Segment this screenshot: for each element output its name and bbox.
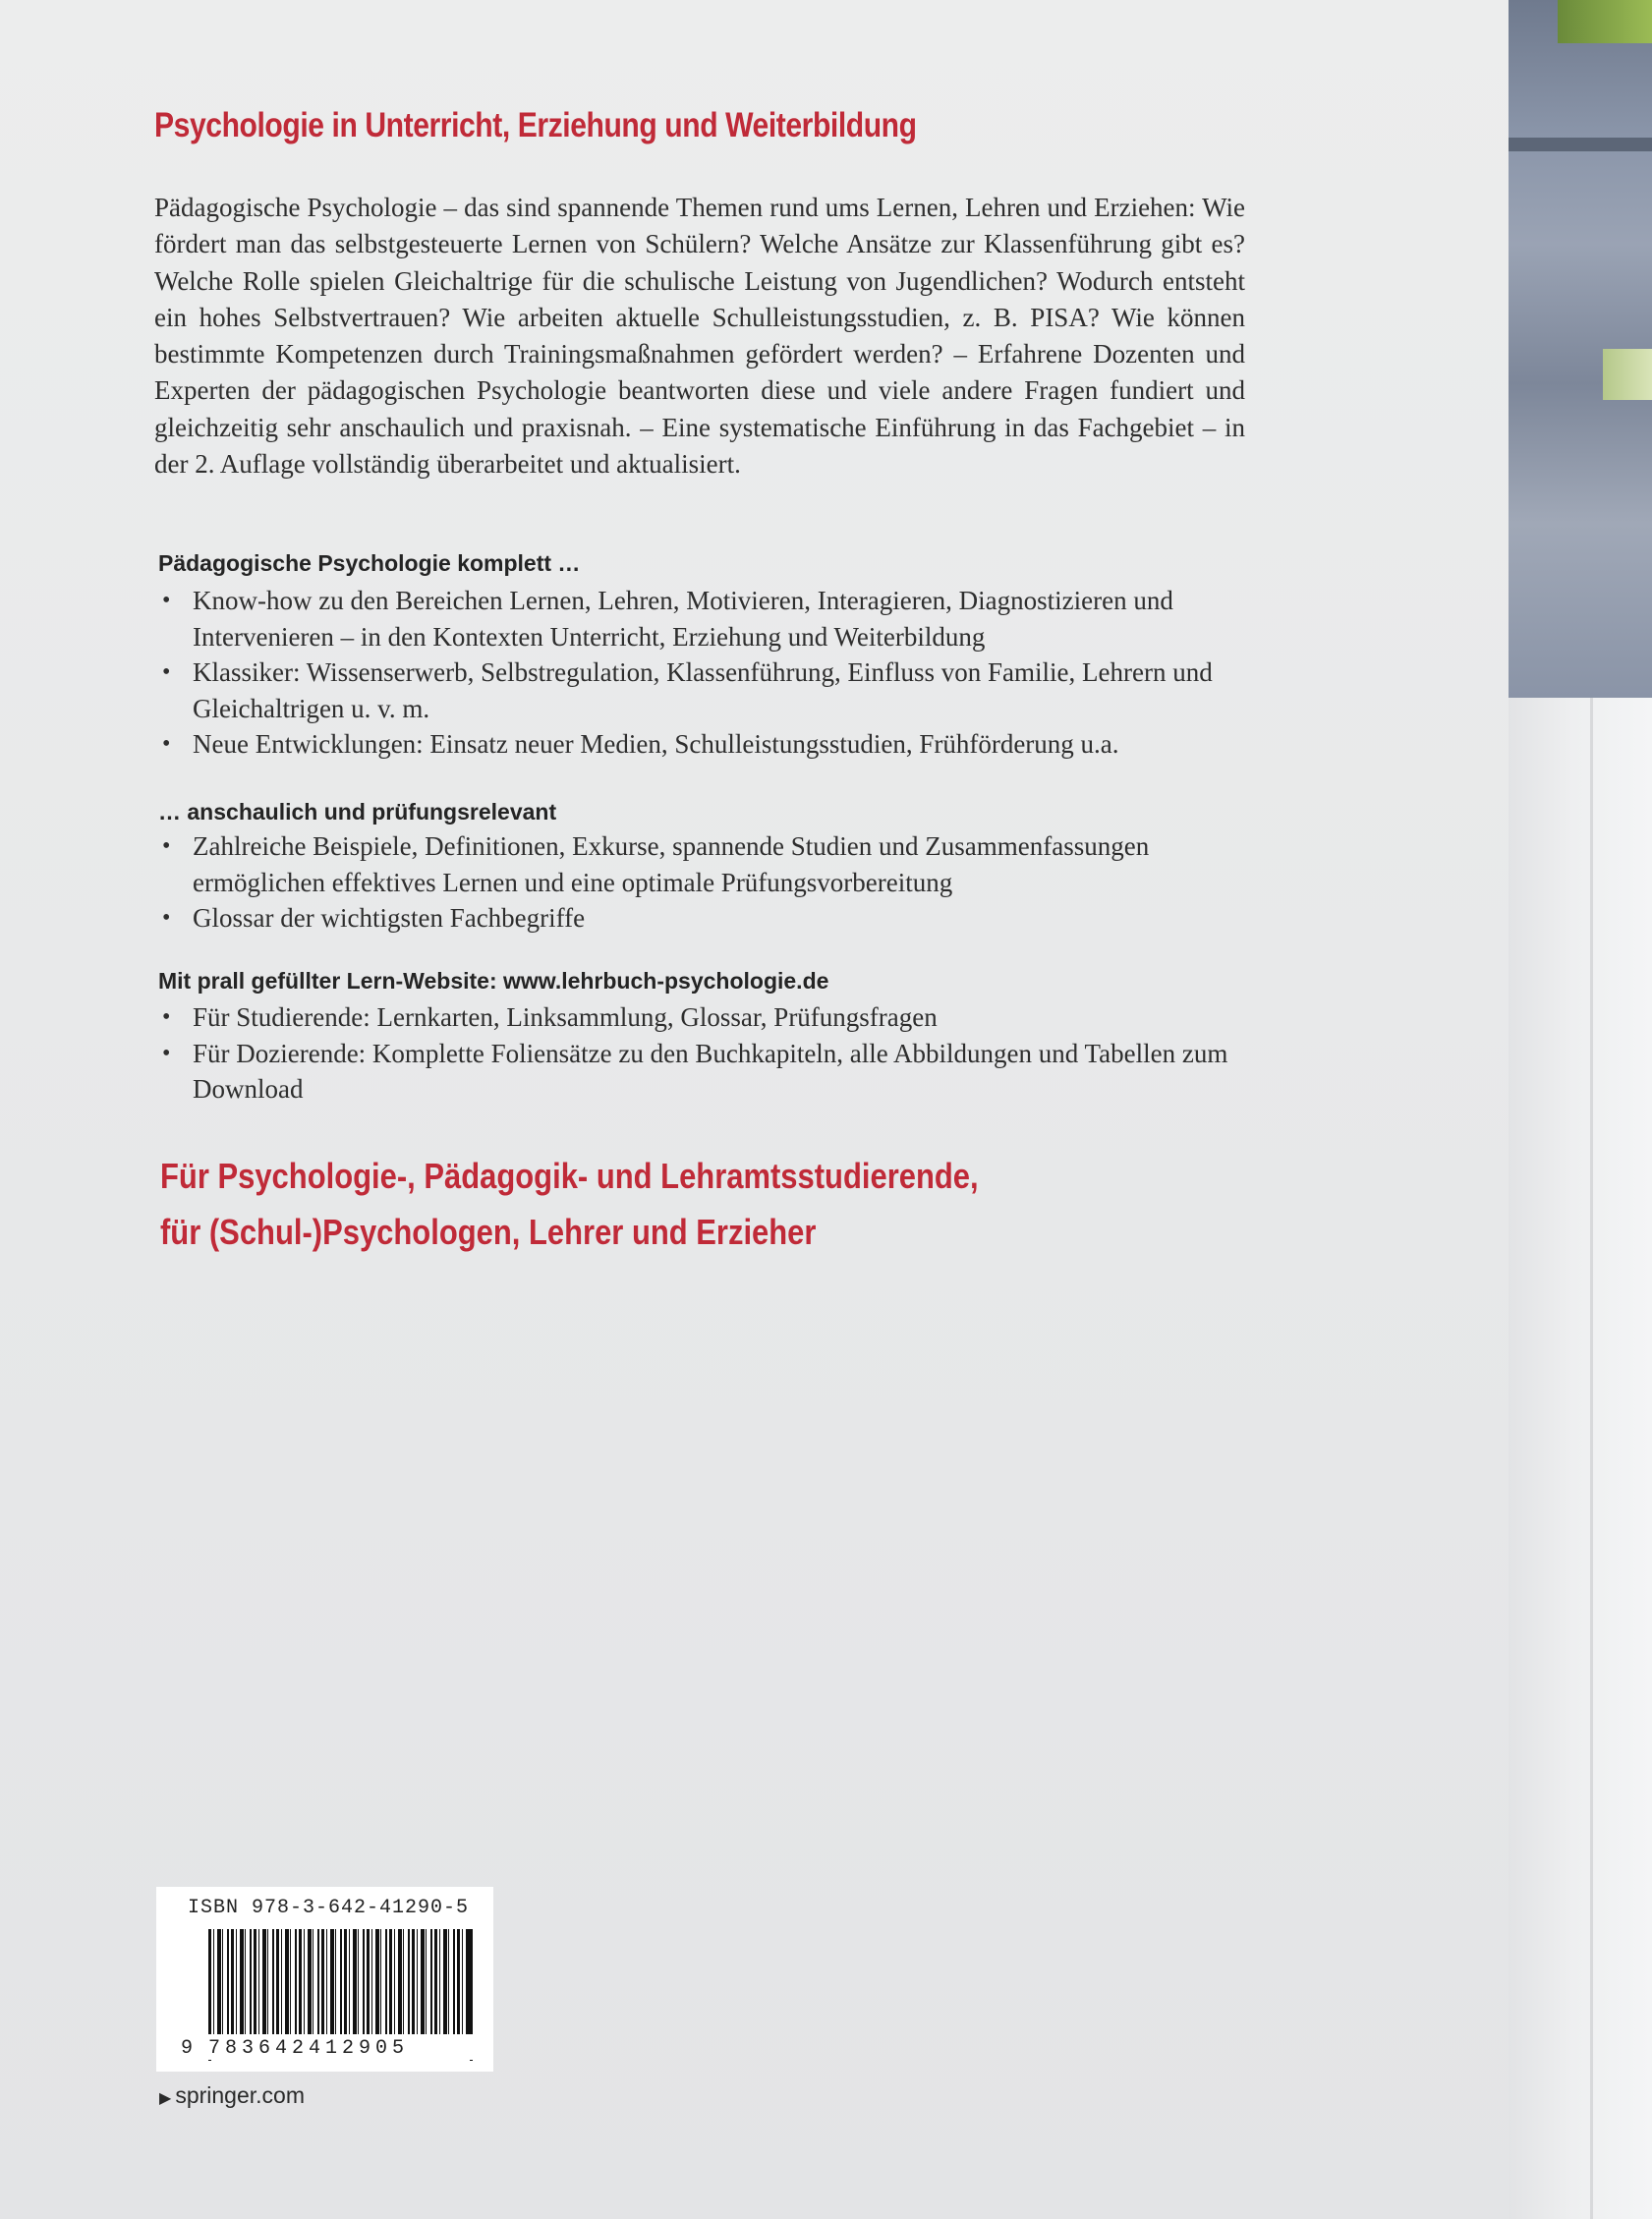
list-item: • Neue Entwicklungen: Einsatz neuer Medien, Schulleistungsstudien, Frühförderung u.a. bbox=[158, 726, 1269, 763]
bullet-icon: • bbox=[162, 1040, 171, 1066]
barcode-number: 783642412905 bbox=[208, 2037, 410, 2060]
bullet-icon: • bbox=[162, 1004, 171, 1030]
bullet-list-pruefungsrelevant bbox=[158, 828, 1269, 937]
photo-detail bbox=[1603, 349, 1652, 400]
barcode-bars bbox=[208, 1929, 474, 2045]
photo-detail bbox=[1558, 0, 1652, 43]
bullet-icon: • bbox=[162, 659, 171, 685]
list-item: • Für Studierende: Lernkarten, Linksammlung, Glossar, Prüfungsfragen bbox=[158, 999, 1269, 1036]
intro-paragraph: Pädagogische Psychologie – das sind spannende Themen rund ums Lernen, Lehren und Erziehen: Wie fördert man das selbstgesteuerte Lernen von Schülern? Welche Ansätze zur Klassenführung gibt es? Welche Rolle spielen Gleichaltrige für die schulische Leistung von Jugendlichen? Wodurch entsteht ein hohes Selbstvertrauen? Wie arbeiten aktuelle Schulleistungsstudien, z. B. PISA? Wie können bestimmte Kompetenzen durch Trainingsmaßnahmen gefördert werden? – Erfahrene Dozenten und Experten der pädagogischen Psychologie beantworten diese und viele andere Fragen fundiert und gleichzeitig sehr anschaulich und praxisnah. – Eine systematische Einführung in das Fachgebiet – in der 2. Auflage vollständig überarbeitet und aktualisiert. bbox=[154, 193, 1245, 480]
bullet-icon: • bbox=[162, 905, 171, 931]
section-title-pruefungsrelevant: … anschaulich und prüfungsrelevant bbox=[158, 799, 557, 825]
list-item: • Glossar der wichtigsten Fachbegriffe bbox=[158, 900, 1269, 937]
audience-line: für (Schul-)Psychologen, Lehrer und Erzieher bbox=[160, 1212, 817, 1252]
play-arrow-icon: ▶ bbox=[159, 2090, 172, 2107]
bullet-list-website bbox=[158, 999, 1269, 1108]
list-item: • Klassiker: Wissenserwerb, Selbstregulation, Klassenführung, Einfluss von Familie, Lehrern und Gleichaltrigen u. v. m. bbox=[158, 654, 1269, 726]
section-title-website: Mit prall gefüllter Lern-Website: www.lehrbuch-psychologie.de bbox=[158, 968, 829, 994]
bullet-icon: • bbox=[162, 833, 171, 859]
publisher-url: springer.com bbox=[175, 2082, 305, 2108]
barcode-digits bbox=[181, 2037, 476, 2060]
audience-line: Für Psychologie-, Pädagogik- und Lehramtsstudierende, bbox=[160, 1156, 979, 1196]
list-item: • Know-how zu den Bereichen Lernen, Lehren, Motivieren, Interagieren, Diagnostizieren und Intervenieren – in den Kontexten Unterricht, Erziehung und Weiterbildung bbox=[158, 583, 1269, 654]
bullet-list-komplett bbox=[158, 583, 1269, 763]
target-audience bbox=[160, 1148, 979, 1260]
bullet-icon: • bbox=[162, 588, 171, 613]
publisher-link[interactable] bbox=[159, 2082, 305, 2109]
photo-detail bbox=[1509, 138, 1652, 151]
cover-photo-edge bbox=[1509, 0, 1652, 698]
barcode-first-digit: 9 bbox=[181, 2037, 194, 2060]
list-item: • Für Dozierende: Komplette Foliensätze zu den Buchkapiteln, alle Abbildungen und Tabellen zum Download bbox=[158, 1036, 1269, 1108]
list-item: • Zahlreiche Beispiele, Definitionen, Exkurse, spannende Studien und Zusammenfassungen ermöglichen effektives Lernen und eine optimale Prüfungsvorbereitung bbox=[158, 828, 1269, 900]
isbn-label: ISBN 978-3-642-41290-5 bbox=[188, 1897, 470, 1919]
headline: Psychologie in Unterricht, Erziehung und Weiterbildung bbox=[154, 106, 917, 144]
section-title-komplett: Pädagogische Psychologie komplett … bbox=[158, 550, 581, 576]
bullet-icon: • bbox=[162, 731, 171, 757]
